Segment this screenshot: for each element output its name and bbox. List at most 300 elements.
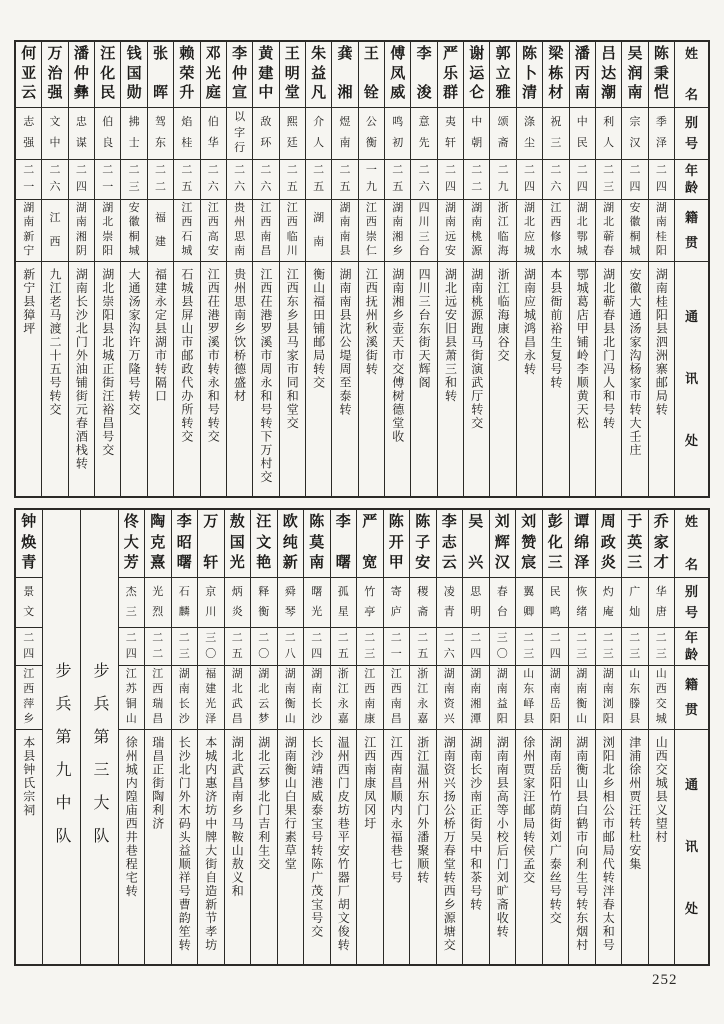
- alias-cell: 广 灿: [622, 578, 648, 628]
- age-cell: 二 五: [306, 160, 331, 200]
- name-cell: 郭 立 雅: [490, 42, 515, 108]
- header-age-cell: 年 龄: [675, 160, 708, 200]
- address-cell: [42, 262, 67, 496]
- header-name-cell: 姓 名: [675, 42, 708, 108]
- name-cell: 李 浚: [411, 42, 436, 108]
- address-text: 湖北崇阳县北城正街汪裕昌号交: [100, 268, 115, 457]
- address-cell: [16, 730, 42, 964]
- address-text: 本县衙前裕生复号转: [548, 268, 563, 390]
- name-cell: 陈 秉 恺: [649, 42, 674, 108]
- person-column: [436, 510, 463, 964]
- name-cell: 陈 莫 南: [304, 510, 330, 578]
- alias-cell: 涤 尘: [517, 108, 542, 160]
- header-column: [674, 42, 708, 496]
- age-cell: 二 六: [253, 160, 278, 200]
- person-column: [462, 510, 489, 964]
- name-cell: 陈 开 甲: [384, 510, 410, 578]
- alias-cell: 思 明: [463, 578, 489, 628]
- address-text: 温州西门皮坊巷平安竹器厂胡文俊转: [336, 736, 351, 952]
- address-cell: [145, 730, 171, 964]
- address-text: 江西茌港罗溪市周永和号转下万村交: [258, 268, 273, 484]
- origin-cell: 贵 州 思 南: [227, 200, 252, 262]
- address-text: 湖南衡山白果行素草堂: [283, 736, 298, 871]
- address-text: 湖南桂阳县泗洲寨邮局转: [654, 268, 669, 417]
- name-cell: 潘 丙 南: [570, 42, 595, 108]
- age-cell: 二 四: [649, 160, 674, 200]
- alias-cell: 灼 庵: [596, 578, 622, 628]
- alias-cell: 公 衡: [359, 108, 384, 160]
- age-cell: 二 六: [42, 160, 67, 200]
- alias-cell: 石 麟: [172, 578, 198, 628]
- age-cell: 二 三: [357, 628, 383, 666]
- address-cell: [201, 262, 226, 496]
- alias-cell: 曙 光: [304, 578, 330, 628]
- origin-cell: 湖 南 湘 潭: [463, 666, 489, 730]
- address-cell: [16, 262, 41, 496]
- origin-cell: 浙 江 永 嘉: [410, 666, 436, 730]
- age-cell: 二 一: [95, 160, 120, 200]
- name-cell: 梁 栋 材: [543, 42, 568, 108]
- address-text: 浙江临海康谷交: [496, 268, 511, 363]
- address-cell: [278, 730, 304, 964]
- bottom-directory-table: [14, 508, 710, 966]
- name-cell: 万 治 强: [42, 42, 67, 108]
- address-cell: [649, 730, 675, 964]
- name-cell: 欧 纯 新: [278, 510, 304, 578]
- age-cell: 二 五: [280, 160, 305, 200]
- alias-cell: 凌 青: [437, 578, 463, 628]
- alias-cell: 季 泽: [649, 108, 674, 160]
- alias-cell: 翼 卿: [516, 578, 542, 628]
- header-alias-cell: 别 号: [675, 108, 708, 160]
- age-cell: 二 六: [543, 160, 568, 200]
- origin-cell: 江 西 萍 乡: [16, 666, 42, 730]
- address-cell: [69, 262, 94, 496]
- address-text: 浏阳北乡相公市邮局代转泮春太和号: [601, 736, 616, 952]
- name-cell: 陈 卜 清: [517, 42, 542, 108]
- alias-cell: 舜 琴: [278, 578, 304, 628]
- person-column: [120, 42, 146, 496]
- address-text: 衡山福田铺邮局转交: [311, 268, 326, 390]
- name-cell: 刘 赞 宸: [516, 510, 542, 578]
- origin-cell: 江 苏 铜 山: [119, 666, 145, 730]
- origin-cell: 湖 北 应 城: [517, 200, 542, 262]
- age-cell: 二 五: [385, 160, 410, 200]
- address-text: 大通汤家沟许万隆号转交: [127, 268, 142, 417]
- origin-cell: 山 东 滕 县: [622, 666, 648, 730]
- origin-cell: 湖 南 长 沙: [172, 666, 198, 730]
- alias-cell: 京 川: [198, 578, 224, 628]
- age-cell: 二 二: [148, 160, 173, 200]
- alias-cell: 宗 汉: [622, 108, 647, 160]
- origin-cell: 湖 北 武 昌: [225, 666, 251, 730]
- address-text: 湖南湘乡壶天市交傅树德堂收: [390, 268, 405, 444]
- origin-cell: 山 西 交 城: [649, 666, 675, 730]
- alias-cell: 稷 斋: [410, 578, 436, 628]
- header-origin-cell: 籍 贯: [675, 666, 708, 730]
- age-cell: 二 九: [490, 160, 515, 200]
- origin-cell: 湖 南 长 沙: [304, 666, 330, 730]
- name-cell: 吴 兴: [463, 510, 489, 578]
- address-text: 湖南长沙南正街吴中和茶号转: [468, 736, 483, 912]
- age-cell: 二 四: [438, 160, 463, 200]
- name-cell: 王 铨: [359, 42, 384, 108]
- alias-cell: 夷 轩: [438, 108, 463, 160]
- address-text: 湖南长沙北门外油铺街元春酒栈转: [74, 268, 89, 471]
- alias-cell: 文 中: [42, 108, 67, 160]
- origin-cell: 江 西 崇 仁: [359, 200, 384, 262]
- address-cell: [569, 730, 595, 964]
- address-cell: [304, 730, 330, 964]
- person-column: [383, 510, 410, 964]
- address-text: 湖南南县高等小校后门刘旷斋收转: [495, 736, 510, 939]
- person-column: [542, 42, 568, 496]
- origin-cell: 江 西 南 昌: [384, 666, 410, 730]
- person-column: [621, 510, 648, 964]
- alias-cell: 寄 庐: [384, 578, 410, 628]
- person-column: [171, 510, 198, 964]
- origin-cell: 湖 南 桃 源: [464, 200, 489, 262]
- person-column: [173, 42, 199, 496]
- age-cell: 二 二: [464, 160, 489, 200]
- alias-cell: 光 烈: [145, 578, 171, 628]
- address-text: 湖南衡山县白鹤市向利生号转东烟村: [574, 736, 589, 952]
- alias-cell: 恢 绪: [569, 578, 595, 628]
- alias-cell: 伯 华: [201, 108, 226, 160]
- person-column: [595, 510, 622, 964]
- address-text: 四川三台东街天辉阁: [417, 268, 432, 390]
- unit-column: [42, 510, 80, 964]
- person-column: [358, 42, 384, 496]
- name-cell: 龚 湘: [332, 42, 357, 108]
- address-cell: [227, 262, 252, 496]
- person-column: [200, 42, 226, 496]
- alias-cell: 敌 环: [253, 108, 278, 160]
- address-cell: [437, 730, 463, 964]
- origin-cell: 湖 南 桂 阳: [649, 200, 674, 262]
- address-text: 湖南桃源跑马街演武厅转交: [469, 268, 484, 430]
- address-text: 长沙北门外木码头益顺祥号曹韵笙转: [177, 736, 192, 952]
- name-cell: 钟 焕 青: [16, 510, 42, 578]
- address-cell: [357, 730, 383, 964]
- address-cell: [198, 730, 224, 964]
- person-column: [330, 510, 357, 964]
- age-cell: 二 六: [437, 628, 463, 666]
- person-column: [41, 42, 67, 496]
- alias-cell: 煜 南: [332, 108, 357, 160]
- address-cell: [253, 262, 278, 496]
- address-cell: [464, 262, 489, 496]
- person-column: [384, 42, 410, 496]
- age-cell: 二 三: [121, 160, 146, 200]
- age-cell: 一 九: [359, 160, 384, 200]
- address-cell: [384, 730, 410, 964]
- alias-cell: 伯 良: [95, 108, 120, 160]
- address-cell: [174, 262, 199, 496]
- person-column: [489, 510, 516, 964]
- alias-cell: 以 字 行: [227, 108, 252, 160]
- name-cell: 吕 达 潮: [596, 42, 621, 108]
- person-column: [144, 510, 171, 964]
- alias-cell: 春 台: [490, 578, 516, 628]
- person-column: [16, 510, 42, 964]
- person-column: [648, 510, 675, 964]
- header-address-cell: 通 讯 处: [684, 777, 698, 917]
- header-origin-cell: 籍 贯: [675, 200, 708, 262]
- alias-cell: 介 人: [306, 108, 331, 160]
- age-cell: 三 〇: [198, 628, 224, 666]
- person-column: [250, 510, 277, 964]
- alias-cell: 拂 士: [121, 108, 146, 160]
- origin-cell: 浙 江 临 海: [490, 200, 515, 262]
- address-text: 本县钟氏宗祠: [21, 736, 36, 817]
- header-alias-cell: 别 号: [675, 578, 708, 628]
- address-cell: [332, 262, 357, 496]
- address-text: 鄂城葛店甲铺岭李顺黄天松: [575, 268, 590, 430]
- address-text: 长沙靖港威泰宝号转陈广茂宝号交: [309, 736, 324, 939]
- origin-cell: 湖 南 衡 山: [569, 666, 595, 730]
- origin-cell: 江 西 南 康: [357, 666, 383, 730]
- name-cell: 陶 克 熹: [145, 510, 171, 578]
- age-cell: 二 六: [227, 160, 252, 200]
- alias-cell: 炳 炎: [225, 578, 251, 628]
- origin-cell: 江 西: [42, 200, 67, 262]
- address-text: 江西南昌顺内永福巷七号: [389, 736, 404, 885]
- age-cell: 二 三: [569, 628, 595, 666]
- origin-cell: 湖 北 云 梦: [251, 666, 277, 730]
- address-cell: [225, 730, 251, 964]
- alias-cell: 忠 谋: [69, 108, 94, 160]
- person-column: [463, 42, 489, 496]
- address-cell: [251, 730, 277, 964]
- name-cell: 朱 益 凡: [306, 42, 331, 108]
- person-column: [356, 510, 383, 964]
- address-cell: [411, 262, 436, 496]
- name-cell: 严 乐 群: [438, 42, 463, 108]
- address-cell: [570, 262, 595, 496]
- address-text: 贵州思南乡饮桥德盛材: [232, 268, 247, 403]
- age-cell: 二 五: [410, 628, 436, 666]
- page-number: 252: [652, 972, 678, 988]
- name-cell: 邓 光 庭: [201, 42, 226, 108]
- name-cell: 乔 家 才: [649, 510, 675, 578]
- origin-cell: 安 徽 桐 城: [121, 200, 146, 262]
- age-cell: 二 四: [570, 160, 595, 200]
- address-text: 瑞昌正街陶利济: [150, 736, 165, 831]
- alias-cell: 中 民: [570, 108, 595, 160]
- address-cell: [306, 262, 331, 496]
- age-cell: 三 〇: [490, 628, 516, 666]
- age-cell: 二 四: [543, 628, 569, 666]
- address-text: 福建永定县湖市转隔口: [153, 268, 168, 403]
- address-cell: [596, 730, 622, 964]
- name-cell: 汪 文 艳: [251, 510, 277, 578]
- address-text: 九江老马渡二十五号转交: [48, 268, 63, 417]
- address-cell: [359, 262, 384, 496]
- address-text: 津浦徐州贾汪转杜安集: [627, 736, 642, 871]
- person-column: [409, 510, 436, 964]
- address-cell: [517, 262, 542, 496]
- person-column: [569, 42, 595, 496]
- age-cell: 二 四: [69, 160, 94, 200]
- person-column: [515, 510, 542, 964]
- origin-cell: 江 西 瑞 昌: [145, 666, 171, 730]
- name-cell: 周 政 炎: [596, 510, 622, 578]
- origin-cell: 湖 南 新 宁: [16, 200, 41, 262]
- address-text: 山西交城县义望村: [654, 736, 669, 844]
- name-cell: 李 志 云: [437, 510, 463, 578]
- age-cell: 二 三: [649, 628, 675, 666]
- age-cell: 二 四: [463, 628, 489, 666]
- header-name-cell: 姓 名: [675, 510, 708, 578]
- address-cell: [95, 262, 120, 496]
- name-cell: 陈 子 安: [410, 510, 436, 578]
- address-text: 本城内惠济坊中牌大街自造新节孝坊: [203, 736, 218, 952]
- name-cell: 赖 荣 升: [174, 42, 199, 108]
- alias-cell: 意 先: [411, 108, 436, 160]
- unit-label: 步兵第九中队: [53, 662, 70, 860]
- address-text: 石城县屏山市邮政代办所转交: [179, 268, 194, 444]
- origin-cell: 湖 南: [306, 200, 331, 262]
- origin-cell: 安 徽 桐 城: [622, 200, 647, 262]
- alias-cell: 华 唐: [649, 578, 675, 628]
- origin-cell: 湖 南 湘 阴: [69, 200, 94, 262]
- address-text: 江西抚州秋溪街转: [364, 268, 379, 376]
- address-cell: [622, 262, 647, 496]
- person-column: [489, 42, 515, 496]
- address-text: 湖南应城鸿昌永转: [522, 268, 537, 376]
- alias-cell: 祝 三: [543, 108, 568, 160]
- name-cell: 王 明 堂: [280, 42, 305, 108]
- address-cell: [148, 262, 173, 496]
- name-cell: 潘 仲 彝: [69, 42, 94, 108]
- address-cell: [280, 262, 305, 496]
- address-cell: [410, 730, 436, 964]
- name-cell: 万 轩: [198, 510, 224, 578]
- alias-cell: 驾 东: [148, 108, 173, 160]
- name-cell: 于 英 三: [622, 510, 648, 578]
- name-cell: 张 晖: [148, 42, 173, 108]
- age-cell: 二 二: [145, 628, 171, 666]
- alias-cell: 志 强: [16, 108, 41, 160]
- alias-cell: 释 衡: [251, 578, 277, 628]
- alias-cell: 鸣 初: [385, 108, 410, 160]
- person-column: [437, 42, 463, 496]
- header-column: [674, 510, 708, 964]
- address-cell: [543, 262, 568, 496]
- person-column: [516, 42, 542, 496]
- person-column: [595, 42, 621, 496]
- origin-cell: 江 西 南 昌: [253, 200, 278, 262]
- address-cell: [463, 730, 489, 964]
- origin-cell: 江 西 高 安: [201, 200, 226, 262]
- age-cell: 二 四: [517, 160, 542, 200]
- origin-cell: 江 西 石 城: [174, 200, 199, 262]
- alias-cell: 民 鸣: [543, 578, 569, 628]
- origin-cell: 湖 南 资 兴: [437, 666, 463, 730]
- address-text: 湖北远安旧县萧三和转: [443, 268, 458, 403]
- name-cell: 吴 润 南: [622, 42, 647, 108]
- alias-cell: 颂 斋: [490, 108, 515, 160]
- origin-cell: 湖 南 岳 阳: [543, 666, 569, 730]
- age-cell: 二 四: [16, 628, 42, 666]
- person-column: [118, 510, 145, 964]
- person-column: [279, 42, 305, 496]
- origin-cell: 湖 南 衡 山: [278, 666, 304, 730]
- address-text: 江西东乡县马家市同和堂交: [285, 268, 300, 430]
- age-cell: 二 〇: [251, 628, 277, 666]
- name-cell: 刘 辉 汉: [490, 510, 516, 578]
- origin-cell: 湖 南 南 县: [332, 200, 357, 262]
- origin-cell: 湖 南 远 安: [438, 200, 463, 262]
- person-column: [568, 510, 595, 964]
- address-text: 新宁县獐坪: [21, 268, 36, 336]
- person-column: [226, 42, 252, 496]
- origin-cell: 湖 南 益 阳: [490, 666, 516, 730]
- origin-cell: 江 西 临 川: [280, 200, 305, 262]
- name-cell: 李 昭 曙: [172, 510, 198, 578]
- person-column: [331, 42, 357, 496]
- address-cell: [622, 730, 648, 964]
- name-cell: 谢 运 仑: [464, 42, 489, 108]
- name-cell: 傅 凤 威: [385, 42, 410, 108]
- name-cell: 敖 国 光: [225, 510, 251, 578]
- top-directory-table: [14, 40, 710, 498]
- person-column: [197, 510, 224, 964]
- address-text: 安徽大通汤家沟杨家市转大壬庄: [627, 268, 642, 457]
- address-text: 湖南岳阳竹荫街刘广泰丝号转交: [548, 736, 563, 925]
- person-column: [303, 510, 330, 964]
- header-age-cell: 年 龄: [675, 628, 708, 666]
- origin-cell: 福 建 光 泽: [198, 666, 224, 730]
- age-cell: 二 四: [622, 160, 647, 200]
- name-cell: 汪 化 民: [95, 42, 120, 108]
- address-cell: [172, 730, 198, 964]
- address-text: 湖北云梦北门吉利生交: [256, 736, 271, 871]
- person-column: [277, 510, 304, 964]
- alias-cell: 杰 三: [119, 578, 145, 628]
- person-column: [16, 42, 41, 496]
- person-column: [621, 42, 647, 496]
- address-text: 湖北蕲春县北门冯人和号转: [601, 268, 616, 430]
- origin-cell: 湖 北 蕲 春: [596, 200, 621, 262]
- origin-cell: 湖 南 湘 乡: [385, 200, 410, 262]
- origin-cell: 湖 南 浏 阳: [596, 666, 622, 730]
- name-cell: 严 宽: [357, 510, 383, 578]
- name-cell: 彭 化 三: [543, 510, 569, 578]
- person-column: [648, 42, 674, 496]
- origin-cell: 湖 北 鄂 城: [570, 200, 595, 262]
- person-column: [68, 42, 94, 496]
- alias-cell: 孤 星: [331, 578, 357, 628]
- person-column: [94, 42, 120, 496]
- person-column: [542, 510, 569, 964]
- name-cell: 黄 建 中: [253, 42, 278, 108]
- origin-cell: 山 东 峄 县: [516, 666, 542, 730]
- age-cell: 二 六: [411, 160, 436, 200]
- person-column: [410, 42, 436, 496]
- age-cell: 二 一: [384, 628, 410, 666]
- unit-column: [80, 510, 118, 964]
- header-address-cell: 通 讯 处: [684, 309, 698, 449]
- address-cell: [649, 262, 674, 496]
- origin-cell: 四 川 三 台: [411, 200, 436, 262]
- name-cell: 何 亚 云: [16, 42, 41, 108]
- age-cell: 二 五: [225, 628, 251, 666]
- age-cell: 二 五: [174, 160, 199, 200]
- address-text: 湖南南县沈公堤周至泰转: [338, 268, 352, 417]
- age-cell: 二 三: [596, 160, 621, 200]
